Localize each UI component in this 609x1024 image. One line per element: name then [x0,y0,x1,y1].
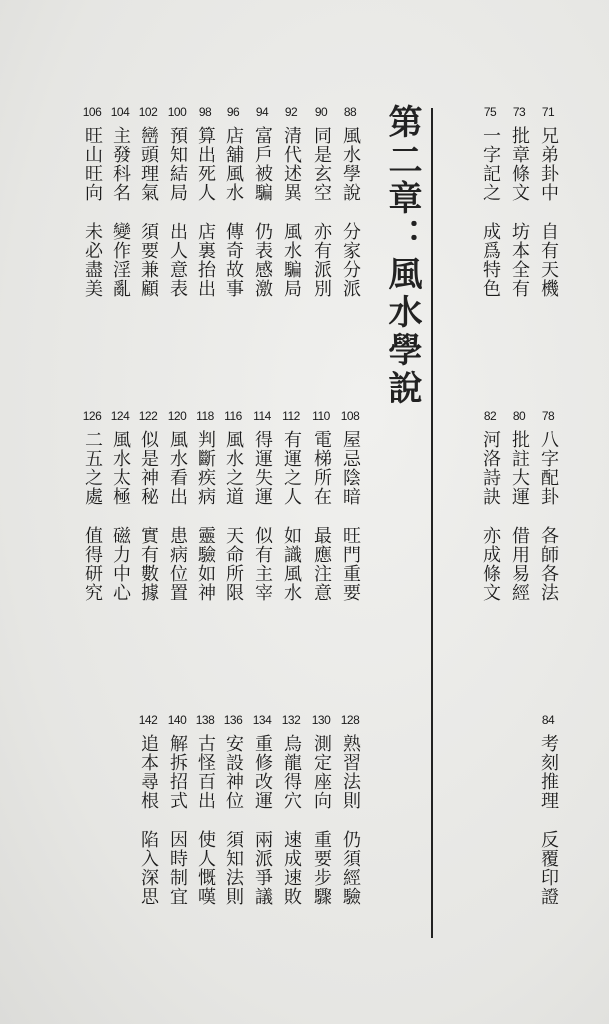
toc-heading-line2: 變作淫亂 [110,222,131,298]
toc-heading-line1: 二五之處 [82,430,103,506]
toc-heading-line1: 預知結局 [167,126,188,202]
toc-heading-line2: 須要兼顧 [138,222,159,298]
toc-heading-line2: 各師各法 [538,526,559,602]
toc-heading-line1: 屋忌陰暗 [340,430,361,506]
toc-heading-line1: 電梯所在 [311,430,332,506]
toc-heading-line1: 河洛詩訣 [480,430,501,506]
toc-page-number: 98 [198,105,212,119]
toc-heading-line1: 烏龍得穴 [281,734,302,810]
toc-entry [193,408,217,602]
toc-page-number: 75 [483,105,497,119]
toc-heading-line2: 天命所限 [223,526,244,602]
toc-page-number: 71 [541,105,555,119]
toc-entry [221,408,245,602]
toc-heading-line2: 速成速敗 [281,830,302,906]
toc-heading-line1: 巒頭理氣 [138,126,159,202]
toc-entry [536,408,560,602]
toc-page-number: 100 [167,105,187,119]
toc-heading-line2: 出人意表 [167,222,188,298]
toc-entry [338,712,362,906]
toc-heading-line2: 未必盡美 [82,222,103,298]
toc-heading-line1: 判斷疾病 [195,430,216,506]
toc-page-number: 118 [196,409,214,423]
toc-heading-line1: 風水看出 [167,430,188,506]
toc-entry [309,408,333,602]
toc-heading-line2: 因時制宜 [167,830,188,906]
toc-page-number: 120 [167,409,187,423]
toc-heading-line2: 坊本全有 [509,222,530,298]
toc-heading-line1: 追本尋根 [138,734,159,810]
toc-entry [250,712,274,906]
toc-heading-line2: 亦成條文 [480,526,501,602]
toc-heading-line2: 實有數據 [138,526,159,602]
toc-entry [165,408,189,602]
toc-heading-line1: 風水之道 [223,430,244,506]
toc-page-number: 92 [284,105,298,119]
toc-page-number: 102 [138,105,158,119]
toc-heading-line1: 兄弟卦中 [538,126,559,202]
toc-page-number: 128 [340,713,360,727]
toc-heading-line1: 安設神位 [223,734,244,810]
toc-heading-line1: 主發科名 [110,126,131,202]
toc-heading-line1: 風水學說 [340,126,361,202]
toc-page-number: 84 [541,713,555,727]
toc-heading-line1: 一字記之 [480,126,501,202]
toc-heading-line1: 算出死人 [195,126,216,202]
toc-page-number: 122 [138,409,158,423]
toc-entry [80,104,104,298]
toc-heading-line2: 反覆印證 [538,830,559,906]
toc-entry [279,104,303,298]
toc-heading-line1: 似是神秘 [138,430,159,506]
toc-heading-line2: 患病位置 [167,526,188,602]
toc-heading-line2: 磁力中心 [110,526,131,602]
toc-entry [536,104,560,298]
toc-heading-line2: 風水騙局 [281,222,302,298]
toc-heading-line1: 熟習法則 [340,734,361,810]
toc-page-number: 110 [312,409,330,423]
toc-entry [536,712,560,906]
toc-heading-line2: 陷入深思 [138,830,159,906]
toc-entry [136,104,160,298]
chapter-title: 第二章：風水學說 [382,104,422,408]
toc-page-number: 130 [311,713,331,727]
toc-entry [108,408,132,602]
toc-page-number: 78 [541,409,555,423]
toc-page-number: 82 [483,409,497,423]
toc-entry [165,104,189,298]
toc-heading-line2: 兩派爭議 [252,830,273,906]
toc-page-number: 142 [138,713,158,727]
toc-entry [250,408,274,602]
toc-page-number: 88 [343,105,357,119]
toc-heading-line1: 得運失運 [252,430,273,506]
toc-heading-line2: 傳奇故事 [223,222,244,298]
toc-heading-line2: 如識風水 [281,526,302,602]
toc-page-number: 140 [167,713,187,727]
toc-heading-line2: 店裏抬出 [195,222,216,298]
toc-heading-line2: 最應注意 [311,526,332,602]
toc-page-number: 132 [281,713,301,727]
toc-heading-line2: 成爲特色 [480,222,501,298]
toc-entry [507,408,531,602]
toc-heading-line1: 有運之人 [281,430,302,506]
toc-entry [279,712,303,906]
toc-entry [136,712,160,906]
toc-entry [478,408,502,602]
toc-heading-line2: 須知法則 [223,830,244,906]
toc-page-number: 138 [195,713,215,727]
toc-heading-line2: 值得研究 [82,526,103,602]
toc-entry [309,712,333,906]
toc-heading-line2: 靈驗如神 [195,526,216,602]
toc-heading-line2: 使人慨嘆 [195,830,216,906]
toc-page-number: 114 [253,409,271,423]
toc-heading-line1: 批章條文 [509,126,530,202]
toc-heading-line2: 借用易經 [509,526,530,602]
toc-heading-line2: 仍表感激 [252,222,273,298]
toc-entry [80,408,104,602]
toc-page-number: 80 [512,409,526,423]
toc-heading-line1: 重修改運 [252,734,273,810]
toc-entry [250,104,274,298]
toc-page-number: 96 [226,105,240,119]
toc-heading-line1: 旺山旺向 [82,126,103,202]
toc-page-number: 106 [82,105,102,119]
toc-entry [136,408,160,602]
toc-heading-line1: 清代述異 [281,126,302,202]
toc-heading-line2: 亦有派別 [311,222,332,298]
toc-page-number: 136 [223,713,243,727]
toc-page-number: 90 [314,105,328,119]
toc-entry [478,104,502,298]
chapter-divider-line [431,108,433,938]
toc-page-number: 104 [110,105,130,119]
toc-entry [108,104,132,298]
toc-page-number: 134 [252,713,272,727]
toc-heading-line2: 旺門重要 [340,526,361,602]
toc-heading-line2: 仍須經驗 [340,830,361,906]
toc-heading-line1: 解拆招式 [167,734,188,810]
toc-entry [193,712,217,906]
toc-entry [507,104,531,298]
toc-heading-line1: 八字配卦 [538,430,559,506]
toc-entry [165,712,189,906]
toc-entry [221,104,245,298]
toc-heading-line1: 測定座向 [311,734,332,810]
toc-entry [193,104,217,298]
toc-page-number: 73 [512,105,526,119]
toc-page-number: 94 [255,105,269,119]
toc-page-number: 126 [82,409,102,423]
toc-page-number: 108 [340,409,360,423]
toc-heading-line1: 古怪百出 [195,734,216,810]
toc-heading-line1: 同是玄空 [311,126,332,202]
toc-page-number: 116 [224,409,242,423]
toc-page-number: 112 [282,409,300,423]
toc-entry [279,408,303,602]
toc-entry [338,104,362,298]
toc-heading-line1: 店舖風水 [223,126,244,202]
toc-heading-line1: 風水太極 [110,430,131,506]
toc-heading-line2: 重要步驟 [311,830,332,906]
toc-page-number: 124 [110,409,130,423]
toc-heading-line2: 似有主宰 [252,526,273,602]
toc-heading-line2: 自有天機 [538,222,559,298]
toc-entry [338,408,362,602]
toc-heading-line2: 分家分派 [340,222,361,298]
toc-entry [221,712,245,906]
toc-heading-line1: 富戶被騙 [252,126,273,202]
toc-heading-line1: 考刻推理 [538,734,559,810]
toc-entry [309,104,333,298]
toc-heading-line1: 批註大運 [509,430,530,506]
